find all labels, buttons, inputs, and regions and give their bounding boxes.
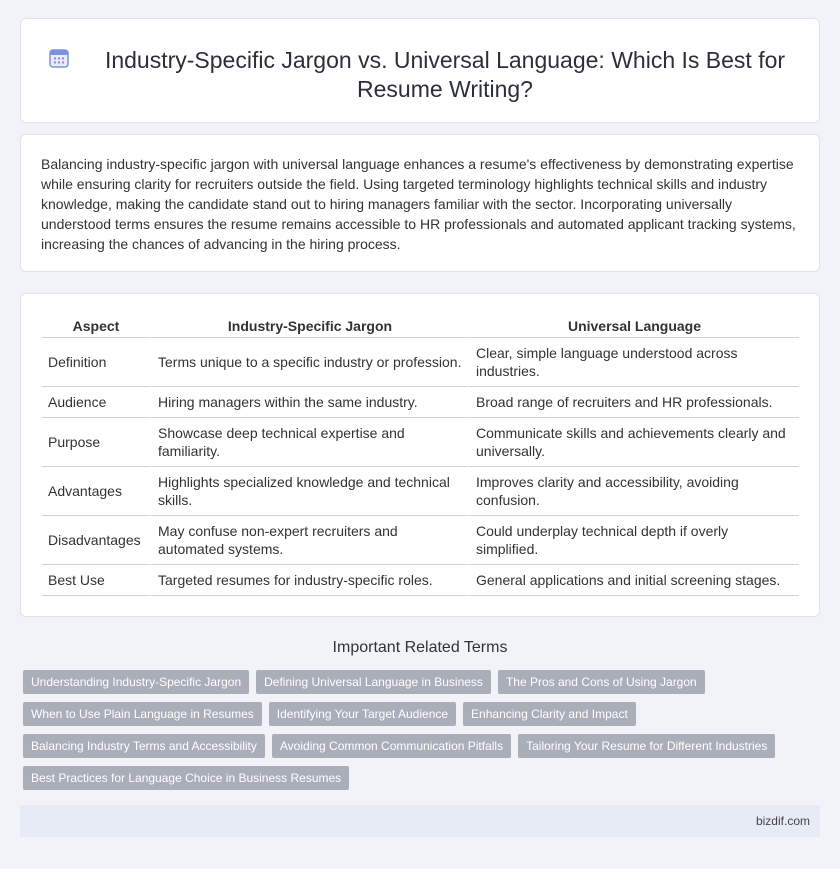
intro-card	[20, 134, 820, 272]
cell-universal: Clear, simple language understood across industries.	[468, 338, 799, 387]
cell-jargon: Terms unique to a specific industry or profession.	[150, 338, 468, 387]
footer	[20, 805, 820, 837]
cell-aspect: Audience	[42, 387, 150, 418]
header-universal: Universal Language	[468, 315, 799, 338]
related-term-tag[interactable]: Enhancing Clarity and Impact	[463, 702, 636, 726]
related-term-tag[interactable]: Identifying Your Target Audience	[269, 702, 456, 726]
related-term-tag[interactable]: Avoiding Common Communication Pitfalls	[272, 734, 511, 758]
table-row	[42, 338, 799, 387]
cell-universal: Communicate skills and achievements clearly and universally.	[468, 418, 799, 467]
related-term-tag[interactable]: Understanding Industry-Specific Jargon	[23, 670, 249, 694]
table-row	[42, 516, 799, 565]
cell-aspect: Disadvantages	[42, 516, 150, 565]
cell-aspect: Advantages	[42, 467, 150, 516]
table-row	[42, 565, 799, 596]
header-aspect: Aspect	[42, 315, 150, 338]
table-row	[42, 387, 799, 418]
title-card	[20, 18, 820, 123]
table-header-row	[42, 315, 799, 338]
related-term-tag[interactable]: Tailoring Your Resume for Different Industries	[518, 734, 775, 758]
cell-jargon: Targeted resumes for industry-specific roles.	[150, 565, 468, 596]
related-terms-list	[23, 670, 803, 798]
intro-paragraph: Balancing industry-specific jargon with universal language enhances a resume's effectiveness by demonstrating expertise while ensuring clarity for recruiters outside the field. Using targeted terminology highlights technical skills and industry knowledge, making the candidate stand out to hiring managers familiar with the sector. Incorporating universally understood terms ensures the resume remains accessible to HR professionals and automated applicant tracking systems, increasing the chances of advancing in the hiring process.	[41, 156, 796, 252]
cell-universal: General applications and initial screening stages.	[468, 565, 799, 596]
cell-aspect: Purpose	[42, 418, 150, 467]
related-term-tag[interactable]: Defining Universal Language in Business	[256, 670, 491, 694]
table-row	[42, 467, 799, 516]
related-term-tag[interactable]: When to Use Plain Language in Resumes	[23, 702, 262, 726]
cell-jargon: May confuse non-expert recruiters and automated systems.	[150, 516, 468, 565]
cell-universal: Broad range of recruiters and HR professionals.	[468, 387, 799, 418]
cell-universal: Could underplay technical depth if overly simplified.	[468, 516, 799, 565]
comparison-table	[42, 315, 799, 596]
related-term-tag[interactable]: Balancing Industry Terms and Accessibility	[23, 734, 265, 758]
cell-jargon: Hiring managers within the same industry.	[150, 387, 468, 418]
cell-aspect: Best Use	[42, 565, 150, 596]
related-term-tag[interactable]: The Pros and Cons of Using Jargon	[498, 670, 705, 694]
header-jargon: Industry-Specific Jargon	[150, 315, 468, 338]
related-term-tag[interactable]: Best Practices for Language Choice in Business Resumes	[23, 766, 349, 790]
table-row	[42, 418, 799, 467]
cell-aspect: Definition	[42, 338, 150, 387]
comparison-table-card	[20, 293, 820, 617]
related-terms-heading: Important Related Terms	[332, 639, 508, 656]
footer-site-link[interactable]: bizdif.com	[755, 814, 810, 828]
page-title: Industry-Specific Jargon vs. Universal Language: Which Is Best for Resume Writing?	[104, 47, 786, 102]
cell-jargon: Highlights specialized knowledge and technical skills.	[150, 467, 468, 516]
cell-jargon: Showcase deep technical expertise and familiarity.	[150, 418, 468, 467]
cell-universal: Improves clarity and accessibility, avoiding confusion.	[468, 467, 799, 516]
